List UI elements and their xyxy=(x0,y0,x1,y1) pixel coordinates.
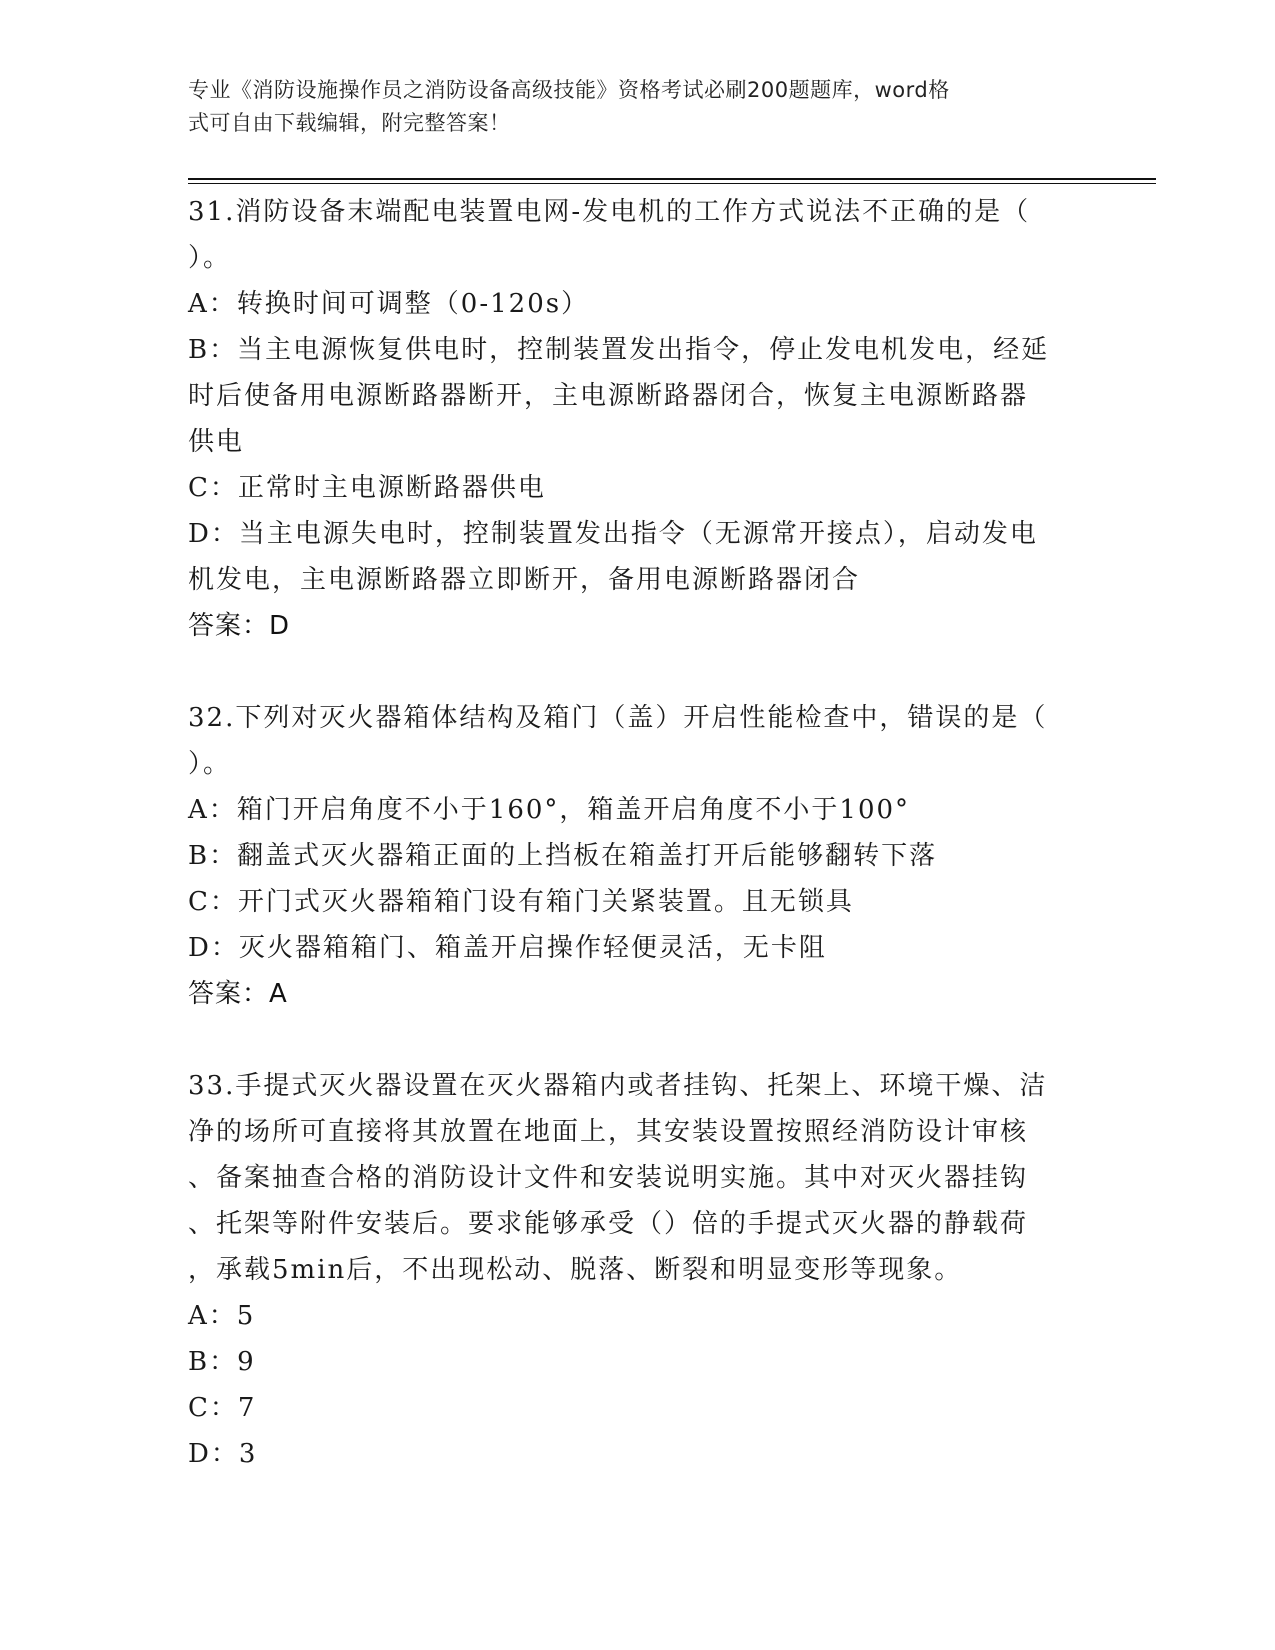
question-stem: ）。 xyxy=(188,749,232,779)
option-a: A：箱门开启角度不小于160°，箱盖开启角度不小于100° xyxy=(188,795,911,825)
question-stem: 、托架等附件安装后。要求能够承受（）倍的手提式灭火器的静载荷 xyxy=(188,1209,1029,1239)
question-stem: ）。 xyxy=(188,243,232,273)
question-block xyxy=(188,189,1088,649)
header-divider-thin xyxy=(188,183,1156,184)
option-d: D：灭火器箱箱门、箱盖开启操作轻便灵活，无卡阻 xyxy=(188,933,827,963)
header-line: 专业《消防设施操作员之消防设备高级技能》资格考试必刷200题题库，word格 xyxy=(188,78,950,102)
question-stem: 33.手提式灭火器设置在灭火器箱内或者挂钩、托架上、环境干燥、洁 xyxy=(188,1071,1048,1101)
question-list xyxy=(188,189,1088,1477)
option-c: C：正常时主电源断路器供电 xyxy=(188,473,546,503)
option-a: A：转换时间可调整（0-120s） xyxy=(188,289,590,319)
option-b: B：翻盖式灭火器箱正面的上挡板在箱盖打开后能够翻转下落 xyxy=(188,841,938,871)
question-stem: 、备案抽查合格的消防设计文件和安装说明实施。其中对灭火器挂钩 xyxy=(188,1163,1029,1193)
document-header xyxy=(188,74,1088,140)
question-stem: 31.消防设备末端配电装置电网-发电机的工作方式说法不正确的是（ xyxy=(188,197,1031,227)
option-a: A：5 xyxy=(188,1301,256,1331)
answer-label: 答案：D xyxy=(188,611,291,641)
question-stem: ，承载5min后，不出现松动、脱落、断裂和明显变形等现象。 xyxy=(188,1255,963,1285)
answer-label: 答案：A xyxy=(188,979,288,1009)
option-b: 供电 xyxy=(188,427,245,457)
question-stem: 32.下列对灭火器箱体结构及箱门（盖）开启性能检查中，错误的是（ xyxy=(188,703,1048,733)
option-d: 机发电，主电源断路器立即断开，备用电源断路器闭合 xyxy=(188,565,861,595)
option-b: B：9 xyxy=(188,1347,256,1377)
option-b: 时后使备用电源断路器断开，主电源断路器闭合，恢复主电源断路器 xyxy=(188,381,1029,411)
option-b: B：当主电源恢复供电时，控制装置发出指令，停止发电机发电，经延 xyxy=(188,335,1050,365)
option-c: C：开门式灭火器箱箱门设有箱门关紧装置。且无锁具 xyxy=(188,887,854,917)
option-c: C：7 xyxy=(188,1393,257,1423)
question-block xyxy=(188,1063,1088,1477)
spacer xyxy=(188,1017,1088,1063)
question-stem: 净的场所可直接将其放置在地面上，其安装设置按照经消防设计审核 xyxy=(188,1117,1029,1147)
header-divider-thick xyxy=(188,178,1156,180)
question-block xyxy=(188,695,1088,1017)
header-line: 式可自由下载编辑，附完整答案！ xyxy=(188,111,511,135)
option-d: D：当主电源失电时，控制装置发出指令（无源常开接点），启动发电 xyxy=(188,519,1038,549)
option-d: D：3 xyxy=(188,1439,258,1469)
spacer xyxy=(188,649,1088,695)
